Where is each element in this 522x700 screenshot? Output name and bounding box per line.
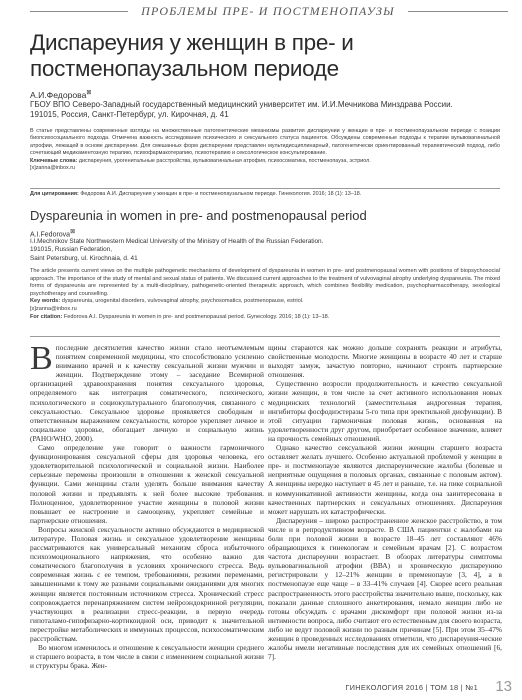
email-ru: [x]zanna@inbox.ru bbox=[30, 165, 76, 172]
affiliation-ru bbox=[30, 100, 500, 120]
keywords-en bbox=[30, 298, 500, 306]
body-paragraph: Существенно возросли продолжительность и качество сексуальной жизни женщин, в том числе за счет активного использования новых медицинских технологий (заместительная андрогенная терапия, ингибиторы фосфодиэстеразы 5-го типа при эректильной дисфункции). В этой ситуации гармоничная половая жизнь, основанная на удовлетворенности друг другом, приобретает особенное значение, влияет на прочность семейных отношений. bbox=[268, 379, 502, 443]
email-en: [x]zanna@inbox.ru bbox=[30, 305, 77, 312]
body-text: последние десятилетия качество жизни стало неотъемлемым понятием современной медицины, что способствовало усиленно вниманию врачей и к качеству сексуальной жизни мужчин и женщин. Подтверждение этому – заседание Всемирной организацией здравоохранения понятия сексуального здоровья, определяемого как интеграция соматического, психического, психологического и социокультурального благополучия, связанного с сексуальностью. Сексуальное здоровье проявляется свободным и ответственным выражением сексуальности, которое укрепляет личное и социальное здоровье, обогащает личную и социальную жизнь (РАНО/WHO, 2000). bbox=[30, 343, 264, 443]
section-header bbox=[0, 0, 522, 24]
article-title-ru: Диспареуния у женщин в пре- и постменопаузальном периоде bbox=[30, 30, 354, 81]
citation-ru-label: Для цитирования: bbox=[30, 191, 79, 197]
abstract-ru: В статье представлены современные взгляды на множественные патогенетические механизмы развития диспареунии у женщин в пре- и постменопаузальном периоде с позиции биопсихосоциального подхода. Отмечена важность исследования психического и сексуального статуса пациенток. Обсуждены современные подходы к терапии вульвовагинальной атрофии, лежащей в основе диспареунии. Для смешанных форм диспареунии представлен мультидисциплинарный, патогенетически ориентированный терапевтический подход, либо сочетающий медикаментозную терапию, психофармакотерапию, психотерапию и сексологическое консультирование. bbox=[30, 128, 500, 157]
header-rule-right bbox=[408, 11, 508, 12]
citation-en-text: Fedorova A.I. Dyspareunia in women in pre- and postmenopausal period. Gynecology. 2016; 18 (1): 13–18. bbox=[63, 313, 330, 320]
citation-en-label: For citation: bbox=[30, 313, 63, 320]
affiliation-en-line1: I.I.Mechnikov State Northwestern Medical University of the Ministry of Health of the Russian Federation. 191015, Russian Federation, bbox=[30, 238, 324, 254]
header-rule-left bbox=[30, 11, 128, 12]
separator-ru bbox=[30, 188, 500, 189]
author-line-ru bbox=[30, 89, 91, 100]
keywords-ru-label: Ключевые слова: bbox=[30, 157, 78, 164]
keywords-ru-text: диспареуния, урогенитальные расстройства, вульвовагинальная атрофия, психосоматика, постменопауза, эстриол. bbox=[78, 157, 371, 164]
abstract-en-block bbox=[30, 268, 500, 321]
abstract-ru-block bbox=[30, 128, 500, 172]
page-footer bbox=[0, 677, 522, 697]
citation-en bbox=[30, 314, 500, 322]
body-paragraph bbox=[30, 340, 264, 443]
author-name-en: A.I.Fedorova bbox=[30, 231, 71, 239]
body-paragraph: Вопросы женской сексуальности активно обсуждаются в медицинской литературе. Половая жизнь и сексуальное удовлетворение женщины рассматриваются как универсальный механизм сброса избыточного психоэмоционального напряжения, что особенно важно для соматического благополучия в условиях хронического стресса. Ведь современная жизнь с ее темпом, требованиями, резкими переменами, завышенными к тому же разными социальными ожиданиями для многих женщин является постоянным источником стресса. Хронический стресс сопровождается перенапряжением систем нейроэндокринной регуляции, участвующих в реализации стресс-реакции, в первую очередь гипоталамо-гипофизарно-кортикоидной оси, приводит к значительной перестройке метаболических и иммунных процессов, психосоматическим расстройствам. bbox=[30, 524, 264, 643]
section-title: ПРОБЛЕМЫ ПРЕ- И ПОСТМЕНОПАУЗЫ bbox=[141, 4, 395, 18]
keywords-en-label: Key words: bbox=[30, 298, 61, 305]
affiliation-ru-line1: ГБОУ ВПО Северо-Западный государственный медицинский университет им. И.И.Мечникова Минздрава России. bbox=[30, 100, 453, 109]
citation-ru-block bbox=[30, 191, 500, 198]
abstract-en: The article presents current views on the multiple pathogenetic mechanisms of development of dyspareunia in women in pre- and postmenopausal women with positions of biopsychosocial approach. The importance of the study of mental and sexual status of patients. We discussed current approaches to the treatment of vulvovaginal atrophy underlying dyspareunia. The mixed forms of dyspareunia are represented by a multi-disciplinary, pathogenetic-oriented therapeutic approach, which combines flexibility medication, psychopharmacotherapy, sexological psychotherapy and counselling. bbox=[30, 268, 500, 297]
author-name-ru: А.И.Федорова bbox=[30, 89, 87, 100]
affiliation-ru-line2: 191015, Россия, Санкт-Петербург, ул. Кирочная, д. 41 bbox=[30, 110, 229, 119]
affiliation-en-line2: Saint Petersburg, ul. Kirochnaia, d. 41 bbox=[30, 254, 138, 262]
body-column-right bbox=[268, 343, 502, 661]
email-marker: ⊠ bbox=[86, 90, 92, 96]
article-title-en: Dyspareunia in women in pre- and postmenopausal period bbox=[30, 208, 367, 223]
citation-ru-text: Федорова А.И. Диспареуния у женщин в пре- и постменопаузальном периоде. Гинекология. 2016; 18 (1): 13–18. bbox=[80, 191, 362, 197]
body-paragraph: Однако качество сексуальной жизни женщин старшего возраста оставляет желать лучшего. Особенно актуальной проблемой у женщин в пре- и постменопаузе являются диспареунические жалобы (болевые и неприятные ощущения в половых органах, связанные с половым актом). А женщины нередко наступает в 45 лет и раньше, т.е. на пике социальной и коммуникативной активности женщины, когда она заинтересована в качественных партнерских и сексуальных отношениях. Диспареуния может нарушать их катастрофически. bbox=[268, 443, 502, 516]
author-line-en bbox=[30, 229, 75, 238]
body-paragraph: щины стараются как можно дольше сохранять реакции и атрибуты, свойственные молодости. Многие женщины в возрасте 40 лет и старше выходят замуж, зачастую повторно, начинают строить партнерские отношения. bbox=[268, 343, 502, 380]
separator-en bbox=[30, 336, 500, 337]
drop-cap: В bbox=[30, 340, 53, 377]
body-paragraph: Само определение уже говорит о важности гармоничного функционирования сексуальной сферы для здоровья человека, его удовлетворительной психологической и социальной жизни. Наиболее серьезные перемены произошли в отношении к женской сексуальной функции. Сами женщины стали уделять больше внимания качеству половой жизни и предъявлять к ней более высокие требования. Полноценное, удовлетворенное участие женщины в половой жизни повышает ее настроение и самооценку, укрепляет семейные и партнерские отношения. bbox=[30, 443, 264, 525]
keywords-ru bbox=[30, 158, 500, 165]
body-column-left bbox=[30, 340, 264, 671]
affiliation-en bbox=[30, 238, 330, 263]
email-marker-en: ⊠ bbox=[70, 229, 75, 235]
page-number: 13 bbox=[495, 678, 512, 695]
journal-info: ГИНЕКОЛОГИЯ 2016 | ТОМ 18 | №1 bbox=[345, 683, 478, 692]
body-paragraph: Во многом изменилось и отношение к сексуальности женщин среднего и старшего возраста, в том числе в связи с изменением социальной жизни и структуры брака. Жен- bbox=[30, 643, 264, 671]
body-paragraph: Диспареуния – широко распространенное женское расстройство, в том числе и в репродуктивном возрасте. В США пациентки с жалобами на боли при половой жизни в возрасте 18–45 лет составляют 46% обращающихся к гинекологам и семейным врачам [2]. С возрастом частота диспареунии возрастает. В обзорах литературы симптомы вульвовагинальной атрофии (ВВА) и хроническую диспареунию регистрировали у 12–21% женщин в пременопаузе [3, 4], а в постменопаузе еще чаще – в 33–41% случаев [4]. Скорее всего реальная распространенность этого расстройства значительно выше, поскольку, как показали данные сплошного анкетирования, немало женщин либо не готовы обсуждать с врачами дискомфорт при половой жизни из-за интимности вопроса, либо считают его естественным для своего возраста, либо не ведут половой жизни по разным причинам [5]. При этом 35–47% женщин в проведенных исследованиях отметили, что диспареуния-ческие жалобы имели негативные последствия для их семейных отношений [6, 7]. bbox=[268, 515, 502, 662]
keywords-en-text: dyspareunia, urogenital disorders, vulvovaginal atrophy, psychosomatics, postmenopause, estriol. bbox=[61, 298, 304, 305]
